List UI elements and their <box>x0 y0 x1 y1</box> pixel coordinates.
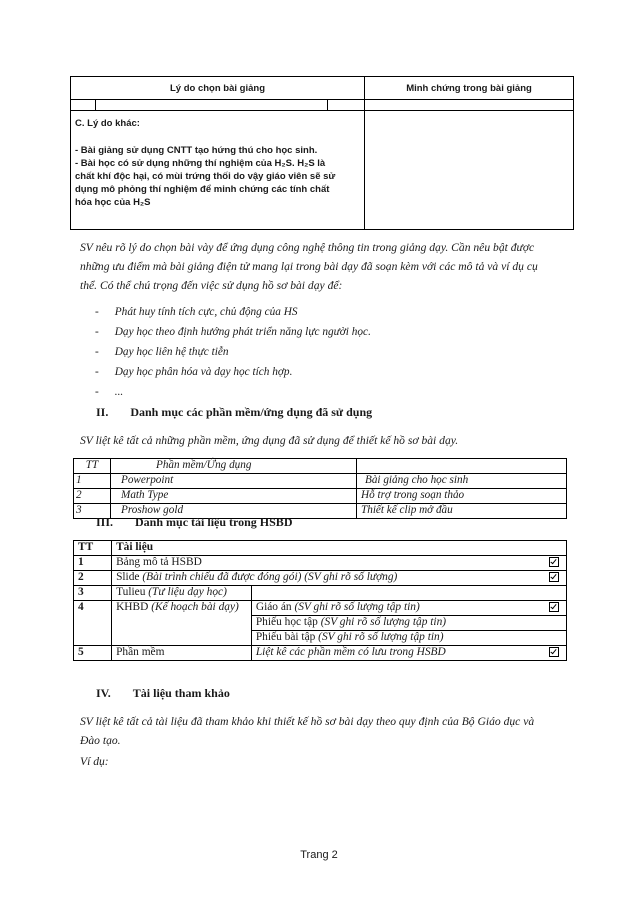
docs-header-tt: TT <box>74 541 112 556</box>
list-item: - Dạy học phân hóa và dạy học tích hợp. <box>95 366 293 378</box>
table-row: 1 Bảng mô tả HSBD <box>74 556 567 571</box>
table-row: Phiếu học tập (SV ghi rõ số lượng tập tin) <box>74 616 567 631</box>
documents-table <box>73 540 567 661</box>
software-header-purpose <box>357 459 567 474</box>
table-row: 3 Tulieu (Tư liệu dạy học) <box>74 586 567 601</box>
software-header-tt: TT <box>74 459 111 474</box>
reason-line: chất khí độc hại, có mùi trứng thối do vậy giáo viên sẽ sử <box>75 171 336 182</box>
evidence-header: Minh chứng trong bài giảng <box>365 77 574 100</box>
intro-paragraph: SV nêu rõ lý do chọn bài vày để ứng dụng công nghệ thông tin trong giảng dạy. Cần nêu bật được những ưu điểm mà bài giảng điện tử mang lại trong bài dạy đã soạn kèm với các mô tả và ví dụ cụ thể. Có thể chú trọng đến việc sử dụng hồ sơ bài dạy để: <box>80 241 538 292</box>
reason-line: hóa học của H₂S <box>75 197 151 208</box>
table-row: 1 Powerpoint Bài giảng cho học sinh <box>74 474 567 489</box>
table-row: 2 Math Type Hỗ trợ trong soạn thảo <box>74 489 567 504</box>
table-row: 3 Proshow gold Thiết kế clip mở đầu <box>74 504 567 519</box>
section-2-description: SV liệt kê tất cả những phần mềm, ứng dụng đã sử dụng để thiết kế hồ sơ bài dạy. <box>80 434 459 447</box>
section-2-heading: II. Danh mục các phần mềm/ứng dụng đã sử dụng <box>96 405 373 419</box>
table-row: Phiếu bài tập (SV ghi rõ số lượng tập tin) <box>74 631 567 646</box>
bullet-list <box>95 306 555 406</box>
list-item: - Dạy học theo định hướng phát triển năng lực người học. <box>95 326 371 338</box>
section-3-heading: III. Danh mục tài liệu trong HSBD <box>96 515 293 529</box>
checkbox-icon <box>549 572 559 582</box>
list-item: - ... <box>95 386 124 398</box>
list-item: - Dạy học liên hệ thực tiễn <box>95 346 229 358</box>
reason-table <box>70 76 574 230</box>
software-table <box>73 458 567 519</box>
section-4-heading: IV. Tài liệu tham khảo <box>96 686 230 700</box>
docs-header-doc: Tài liệu <box>112 541 252 556</box>
reason-header: Lý do chọn bài giảng <box>71 77 365 100</box>
software-header-name: Phần mềm/Ứng dụng <box>111 459 357 474</box>
reason-line: dụng mô phỏng thí nghiệm để minh chứng các tính chất <box>75 184 330 195</box>
reason-line: - Bài giảng sử dụng CNTT tạo hứng thú cho học sinh. <box>75 145 318 156</box>
section-4-description: SV liệt kê tất cả tài liệu đã tham khảo khi thiết kế hồ sơ bài dạy theo quy định của Bộ Giáo dục và Đào tạo. <box>80 715 535 747</box>
list-item: - Phát huy tính tích cực, chủ động của HS <box>95 306 298 318</box>
checkbox-icon <box>549 602 559 612</box>
reason-cell <box>71 111 365 230</box>
table-row: 5 Phần mềm Liệt kê các phần mềm có lưu trong HSBD <box>74 646 567 661</box>
reason-line: - Bài học có sử dụng những thí nghiệm của H₂S. H₂S là <box>75 158 326 169</box>
evidence-cell <box>365 111 574 230</box>
example-label: Ví dụ: <box>80 755 109 768</box>
table-row: 2 Slide (Bài trình chiếu đã được đóng gói) (SV ghi rõ số lượng) <box>74 571 567 586</box>
checkbox-icon <box>549 647 559 657</box>
page-number: Trang 2 <box>300 849 338 861</box>
reason-section-title: C. Lý do khác: <box>75 118 140 129</box>
table-row: 4 KHBD (Kế hoạch bài dạy) Giáo án (SV ghi rõ số lượng tập tin) <box>74 601 567 616</box>
checkbox-icon <box>549 557 559 567</box>
